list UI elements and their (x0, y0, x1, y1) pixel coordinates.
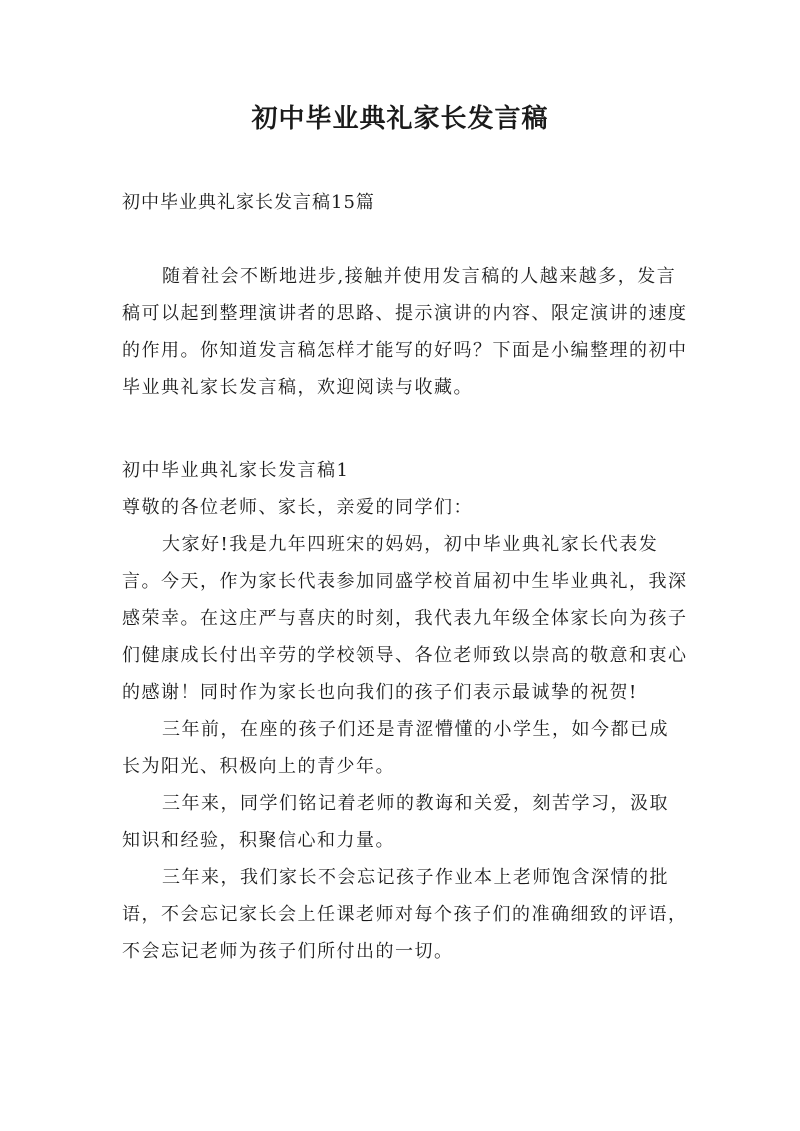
salutation: 尊敬的各位老师、家长，亲爱的同学们： (122, 497, 473, 518)
speech-section-1 (122, 452, 688, 970)
document-subtitle: 初中毕业典礼家长发言稿15篇 (122, 192, 375, 213)
body-paragraph: 大家好!我是九年四班宋的妈妈，初中毕业典礼家长代表发言。今天，作为家长代表参加同盛学校首届初中生毕业典礼，我深感荣幸。在这庄严与喜庆的时刻，我代表九年级全体家长向为孩子们健康成长付出辛劳的学校领导、各位老师致以崇高的敬意和衷心的感谢！同时作为家长也向我们的孩子们表示最诚挚的祝贺! (122, 534, 688, 703)
document-title: 初中毕业典礼家长发言稿 (251, 104, 549, 134)
body-paragraph: 三年来，同学们铭记着老师的教诲和关爱，刻苦学习，汲取知识和经验，积聚信心和力量。 (122, 793, 669, 851)
intro-paragraph: 随着社会不断地进步,接触并使用发言稿的人越来越多，发言稿可以起到整理演讲者的思路、提示演讲的内容、限定演讲的速度的作用。你知道发言稿怎样才能写的好吗？下面是小编整理的初中毕业典礼家长发言稿，欢迎阅读与收藏。 (122, 266, 688, 398)
section-heading: 初中毕业典礼家长发言稿1 (122, 460, 350, 481)
body-paragraph: 三年来，我们家长不会忘记孩子作业本上老师饱含深情的批语，不会忘记家长会上任课老师对每个孩子们的准确细致的评语，不会忘记老师为孩子们所付出的一切。 (122, 867, 688, 962)
body-paragraph: 三年前，在座的孩子们还是青涩懵懂的小学生，如今都已成长为阳光、积极向上的青少年。 (122, 719, 669, 777)
intro-section (122, 258, 688, 406)
